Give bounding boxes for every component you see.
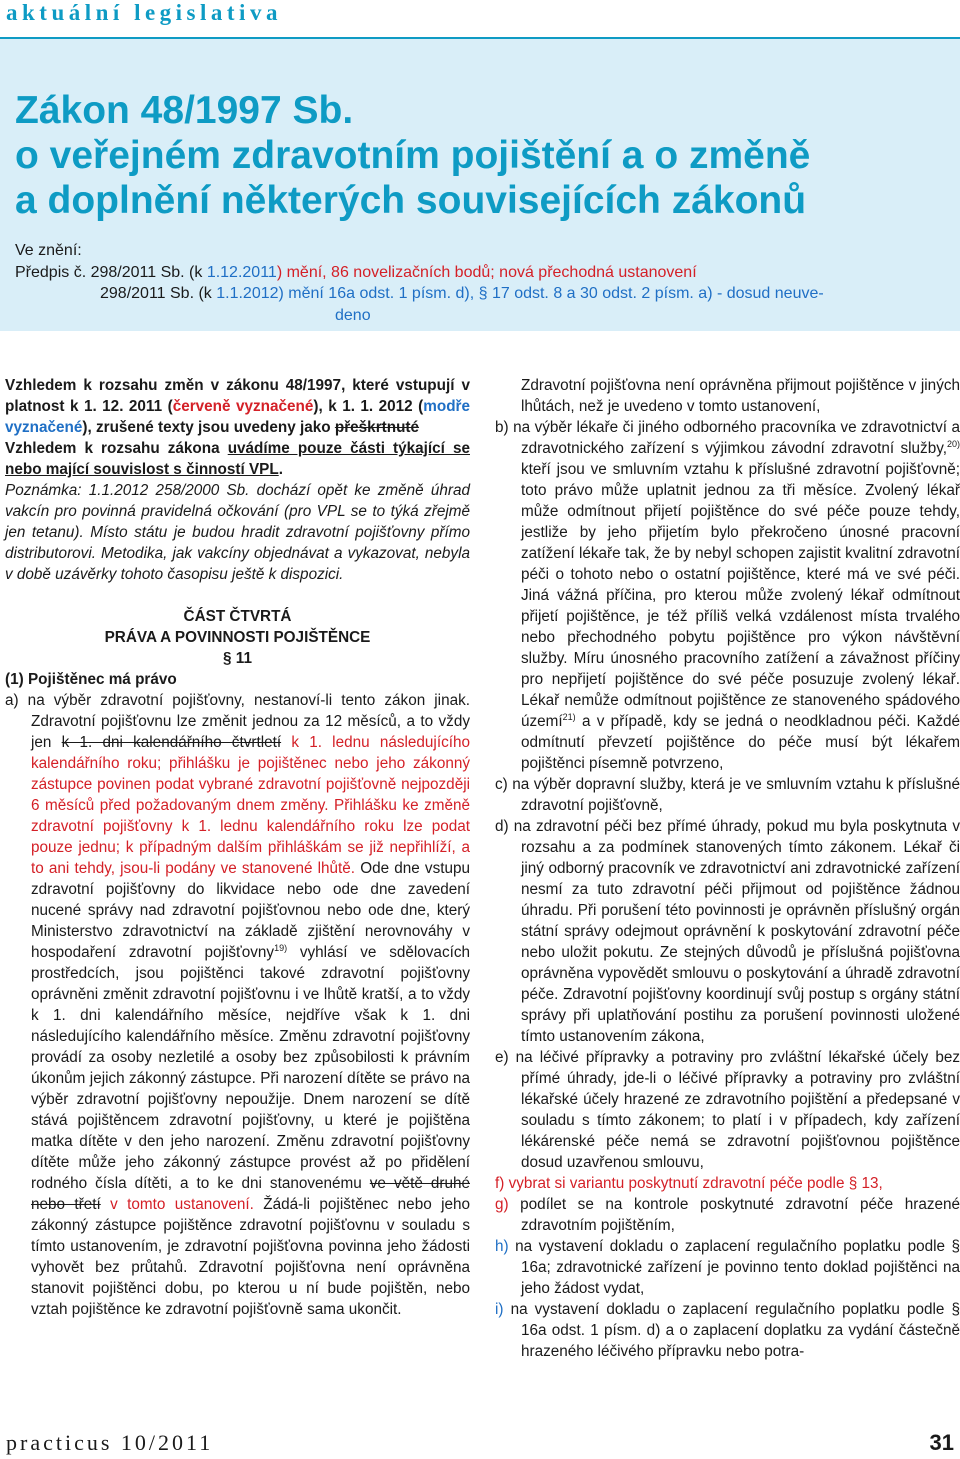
note-text: dochází opět ke změně úhrad vakcín pro povinná pravidelná očkování (pro VPL se to týká zřejmě jen tetanu). Místo státu je budou hradit zdravotní pojišťovny přímo distributorovi. Metodika, jak vakcíny objednávat a vykazovat, nebyla v době uzávěrky tohoto časopisu ještě k dispozici.: [5, 482, 470, 583]
item-g-text: podílet se na kontrole poskytnuté zdravotní péče hrazené zdravotním pojištěním,: [520, 1196, 960, 1234]
item-h-text: na vystavení dokladu o zaplacení regulačního poplatku podle § 16a; zdravotnické zařízení je povinno tento doklad pojištěnci na jeho žádost vydat,: [515, 1238, 960, 1297]
item-g: [495, 1194, 960, 1236]
footnote-ref: 20): [946, 438, 960, 449]
item-a-continued: Zdravotní pojišťovna není oprávněna přijmout pojištěnce v jiných lhůtách, než je uvedeno v tomto ustanovení,: [521, 377, 960, 415]
page-title: [15, 88, 810, 223]
amend-row-2-text: 298/2011 Sb. (k: [100, 285, 217, 302]
title-line-2: o veřejném zdravotním pojištění a o změně: [15, 134, 811, 177]
item-i: [495, 1299, 960, 1362]
item-f: f) vybrat si variantu poskytnutí zdravotní péče podle § 13,: [495, 1175, 883, 1192]
spacer: [5, 585, 470, 606]
amendment-info: [15, 240, 955, 326]
item-a: [5, 690, 470, 1320]
intro-red: červeně vyznačené: [172, 398, 314, 415]
scope-paragraph: [5, 438, 470, 480]
title-line-3: a doplnění některých souvisejících zákonů: [15, 179, 807, 222]
amend-label: Ve znění:: [15, 242, 82, 259]
right-column: [495, 375, 960, 1362]
page-number: 31: [929, 1430, 954, 1455]
item-a-text-2: Ode dne vstupu zdravotní pojišťovny do likvidace nebo ode dne zavedení nucené správy nad zdravotní pojišťovnou nebo ode dne, který Ministerstvo zdravotnictví na základě zjištění nerovnováhy v hospodaření zdravotní pojišťovny: [31, 860, 470, 961]
item-a-red-2: v tomto ustanovení.: [100, 1196, 254, 1213]
part-title: PRÁVA A POVINNOSTI POJIŠTĚNCE: [104, 629, 371, 646]
footnote-ref: 19): [274, 942, 288, 953]
scope-end: .: [278, 461, 283, 478]
item-a-text: a) na výběr zdravotní pojišťovny, nestanoví-li tento zákon jinak. Zdravotní pojišťovnu lze změnit jednou za 12 měsíců, a to vždy jen: [5, 692, 470, 751]
item-h: [495, 1236, 960, 1299]
amend-row-2-date: 1.1.2012: [216, 285, 279, 302]
item-h-label: h): [495, 1238, 516, 1255]
scope-underlined: uvádíme pouze části týkající se nebo mající souvislost s činností VPL: [5, 440, 470, 478]
item-i-text: na vystavení dokladu o zaplacení regulačního poplatku podle § 16a odst. 1 písm. d) a o zaplacení doplatku za vydání částečně hrazeného léčivého přípravku nebo potra-: [510, 1301, 960, 1360]
amend-row-2: [15, 283, 955, 305]
item-a-strike-2: ve větě druhé nebo třetí: [31, 1175, 470, 1213]
amend-row-2-desc: ) mění 16a odst. 1 písm. d), § 17 odst. 8 a 30 odst. 2 písm. a) - dosud neuve-: [278, 285, 824, 302]
amend-row-1-text: Předpis č. 298/2011 Sb. (k: [15, 263, 207, 281]
note-paragraph: [5, 480, 470, 585]
left-column: [5, 375, 470, 1320]
item-b-text: b) na výběr lékaře či jiného odborného pracovníka ve zdravotnictví a zdravotnického zařízení s výjimkou závodní zdravotní služby,: [495, 419, 960, 457]
note-label: Poznámka: 1.1.2012 258/2000 Sb.: [5, 482, 250, 499]
item-a-red: k 1. lednu následujícího kalendářního roku; přihlášku je pojištěnec nebo jeho zákonný zástupce povinen podat vybrané zdravotní pojišťovně nejpozději 6 měsíců před požadovaným dnem změny. Přihlášku ke změně zdravotní pojišťovny k 1. lednu kalendářního roku lze podat pouze jednu; k případným dalším přihláškám se již nepřihlíží, a to ani tehdy, jsou-li podány ve stanovené lhůtě.: [31, 734, 470, 877]
footnote-ref: 21): [562, 711, 576, 722]
amend-row-1-desc: ) mění, 86 novelizačních bodů; nová přechodná ustanovení: [276, 263, 697, 281]
subsection-heading: (1) Pojištěnec má právo: [5, 671, 177, 688]
item-i-label: i): [495, 1301, 511, 1318]
item-e: e) na léčivé přípravky a potraviny pro zvláštní lékařské účely bez přímé úhrady, jde-li o léčivé přípravky a potraviny pro zvláštní lékařské účely hrazené ze zdravotního pojištění a předepsané v souladu s tímto zákonem; to platí i v případech, kdy zařízení lékárenské péče nemá se zdravotní pojišťovnou pojištěnce dosud uzavřenou smlouvu,: [495, 1049, 960, 1171]
amend-row-3: deno: [335, 306, 371, 324]
paragraph-number: § 11: [223, 650, 252, 667]
section-header: [0, 0, 960, 37]
item-a-text-4: Žádá-li pojištěnec nebo jeho zákonný zástupce pojištěnce zdravotní pojišťovnu v souladu s tímto ustanovením, je zdravotní pojišťovna povinna jeho žádosti vyhovět bez průtahů. Zdravotní pojišťovna není oprávněna stanovit pojištěnci dobu, po kterou u ní bude pojištěn, nebo vztah pojištěnce ke zdravotní pojišťovně sama ukončit.: [31, 1196, 471, 1318]
item-d: d) na zdravotní péči bez přímé úhrady, pokud mu byla poskytnuta v rozsahu a za podmínek stanovených tímto zákonem. Lékař či jiný odborný pracovník ve zdravotnictví ani zdravotnické zařízení nesmí za tuto zdravotní péči přijmout od pojištěnce žádnou úhradu. Při porušení této povinnosti je oprávněn příslušný orgán státní správy odejmout oprávnění k poskytování zdravotní péče nebo uložit pokutu. Ze stejných důvodů je příslušná pojišťovna oprávněna vypovědět smlouvu o poskytování a úhradě zdravotní péče. Zdravotní pojišťovny koordinují svůj postup s orgány státní správy při uplatňování postihu za porušení povinnosti uložené tímto ustanovením zákona,: [495, 818, 960, 1045]
item-g-label: g): [495, 1196, 521, 1213]
intro-blue: modře vyznačené: [5, 398, 471, 436]
part-heading: ČÁST ČTVRTÁ: [183, 608, 292, 625]
intro-paragraph: [5, 375, 470, 438]
item-b: [495, 417, 960, 774]
intro-text-2: ), k 1. 1. 2012 (: [313, 398, 424, 415]
section-label: aktuální legislativa: [6, 0, 282, 25]
amend-row-1-date: 1.12.2011: [206, 263, 277, 281]
item-a-strike: k 1. dni kalendářního čtvrtletí: [61, 734, 282, 751]
intro-text: Vzhledem k rozsahu změn v zákonu 48/1997, které vstupují v platnost k 1. 12. 2011 (: [5, 377, 470, 415]
item-b-text-2: kteří jsou ve smluvním vztahu k příslušné zdravotní pojišťovně; toto právo může uplatnit jednou za tři měsíce. Zvolený lékař může odmítnout přijetí pojištěnce do své péče pouze tehdy, jestliže by jeho přijetím bylo překročeno únosné pracovní zatížení lékaře tak, že by nebyl schopen zajistit kvalitní zdravotní péči o tohoto nebo o ostatní pojištěnce, které má ve své péči. Jiná vážná příčina, pro kterou může zvolený lékař odmítnout přijetí pojištěnce, je též příliš velká vzdálenost místa trvalého nebo přechodného pobytu pojištěnce pro výkon návštěvní služby. Míru únosného pracovního zatížení a závažnost příčiny pro nepřijetí pojištěnce do své péče posuzuje zvolený lékař. Lékař nemůže odmítnout pojištěnce ze stanoveného spádového území: [521, 461, 960, 730]
item-b-text-3: a v případě, kdy se jedná o neodkladnou péči. Každé odmítnutí převzetí pojištěnce do péče musí být lékařem pojištěnci písemně potvrzeno,: [521, 713, 960, 772]
title-line-1: Zákon 48/1997 Sb.: [15, 89, 354, 132]
intro-text-3: ), zrušené texty jsou uvedeny jako: [82, 419, 335, 436]
item-c: c) na výběr dopravní služby, která je ve smluvním vztahu k příslušné zdravotní pojišťovně,: [495, 776, 960, 814]
magazine-name: practicus 10/2011: [6, 1430, 214, 1455]
item-a-text-3: vyhlásí ve sdělovacích prostředcích, jsou pojištěnci takové zdravotní pojišťovny oprávněni změnit zdravotní pojišťovnu i ve lhůtě kratší, a to vždy k 1. dni kalendářního měsíce, nejdříve však k 1. dni následujícího kalendářního měsíce. Změnu zdravotní pojišťovny provádí za osoby nezletilé a osoby bez způsobilosti k právním úkonům jejich zákonný zástupce. Při narození dítěte se právo na výběr zdravotní pojišťovny nepoužije. Dnem narození se dítě stává pojištěncem zdravotní pojišťovny, u které je pojištěna matka dítěte v den jeho narození. Změnu zdravotní pojišťovny dítěte může jeho zákonný zástupce provést až po přidělení rodného čísla dítěti, a to ke dni stanovenému: [31, 944, 470, 1192]
scope-text: Vzhledem k rozsahu zákona: [5, 440, 228, 457]
amend-row-1: [15, 262, 955, 284]
intro-strike: přeškrtnuté: [334, 419, 420, 436]
